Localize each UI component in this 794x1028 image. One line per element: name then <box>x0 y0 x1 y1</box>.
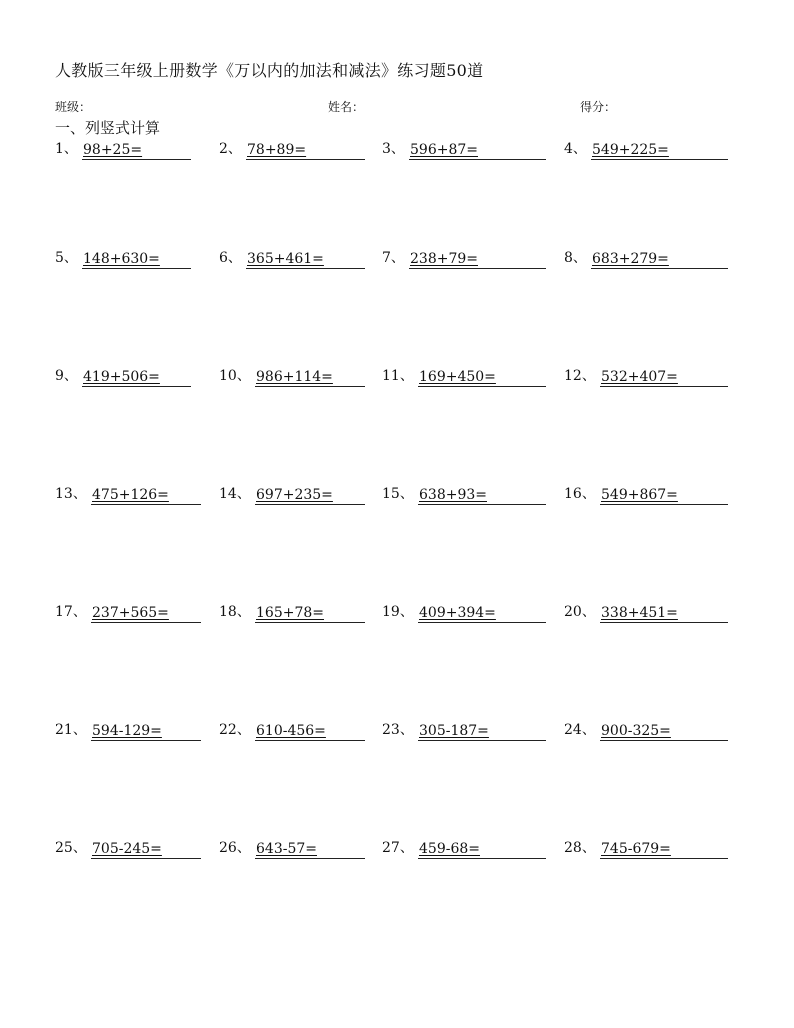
problem-expression: 683+279= <box>592 251 669 267</box>
problem-number: 14、 <box>219 486 251 502</box>
problem-expression: 338+451= <box>601 605 678 621</box>
problem-expression: 238+79= <box>410 251 478 267</box>
answer-line[interactable] <box>418 370 546 387</box>
problem-item <box>382 138 546 160</box>
problem-number: 2、 <box>219 141 242 157</box>
problem-number: 4、 <box>564 141 587 157</box>
problem-expression: 165+78= <box>256 605 324 621</box>
problem-expression: 986+114= <box>256 369 333 385</box>
problem-item <box>219 365 365 387</box>
answer-line[interactable] <box>600 724 728 741</box>
answer-line[interactable] <box>418 724 546 741</box>
problem-number: 18、 <box>219 604 251 620</box>
problem-item <box>564 719 728 741</box>
problem-expression: 419+506= <box>83 369 160 385</box>
problem-expression: 643-57= <box>256 841 317 857</box>
problem-number: 27、 <box>382 840 414 856</box>
problem-number: 9、 <box>55 368 78 384</box>
problem-expression: 596+87= <box>410 142 478 158</box>
problem-number: 17、 <box>55 604 87 620</box>
problem-number: 7、 <box>382 250 405 266</box>
problem-expression: 549+225= <box>592 142 669 158</box>
problem-item <box>564 138 728 160</box>
answer-line[interactable] <box>591 252 728 269</box>
answer-line[interactable] <box>91 488 201 505</box>
problem-expression: 305-187= <box>419 723 489 739</box>
problem-expression: 697+235= <box>256 487 333 503</box>
problem-expression: 745-679= <box>601 841 671 857</box>
problem-item <box>382 483 546 505</box>
problem-number: 13、 <box>55 486 87 502</box>
answer-line[interactable] <box>255 606 365 623</box>
problem-expression: 900-325= <box>601 723 671 739</box>
problem-number: 5、 <box>55 250 78 266</box>
problem-number: 23、 <box>382 722 414 738</box>
problem-number: 22、 <box>219 722 251 738</box>
problem-number: 25、 <box>55 840 87 856</box>
answer-line[interactable] <box>246 143 365 160</box>
answer-line[interactable] <box>91 724 201 741</box>
problem-number: 20、 <box>564 604 596 620</box>
problem-item <box>382 719 546 741</box>
problem-item <box>564 601 728 623</box>
problem-number: 21、 <box>55 722 87 738</box>
problem-number: 6、 <box>219 250 242 266</box>
answer-line[interactable] <box>82 370 191 387</box>
answer-line[interactable] <box>409 143 546 160</box>
problem-number: 16、 <box>564 486 596 502</box>
problem-item <box>219 601 365 623</box>
problem-expression: 549+867= <box>601 487 678 503</box>
problem-number: 12、 <box>564 368 596 384</box>
answer-line[interactable] <box>591 143 728 160</box>
answer-line[interactable] <box>418 842 546 859</box>
problem-item <box>564 247 728 269</box>
answer-line[interactable] <box>82 252 191 269</box>
problem-item <box>564 483 728 505</box>
problem-number: 19、 <box>382 604 414 620</box>
problem-number: 28、 <box>564 840 596 856</box>
problem-expression: 78+89= <box>247 142 307 158</box>
problem-expression: 594-129= <box>92 723 162 739</box>
problem-number: 10、 <box>219 368 251 384</box>
problem-item <box>564 837 728 859</box>
problem-number: 3、 <box>382 141 405 157</box>
answer-line[interactable] <box>418 488 546 505</box>
problem-number: 26、 <box>219 840 251 856</box>
answer-line[interactable] <box>255 488 365 505</box>
problem-expression: 98+25= <box>83 142 143 158</box>
problem-number: 15、 <box>382 486 414 502</box>
problem-item <box>219 138 365 160</box>
problem-expression: 532+407= <box>601 369 678 385</box>
class-label: 班级： <box>55 100 92 114</box>
answer-line[interactable] <box>409 252 546 269</box>
problem-expression: 148+630= <box>83 251 160 267</box>
problem-item <box>564 365 728 387</box>
problem-item <box>219 719 365 741</box>
answer-line[interactable] <box>82 143 191 160</box>
problem-expression: 365+461= <box>247 251 324 267</box>
problem-expression: 475+126= <box>92 487 169 503</box>
problem-item <box>219 247 365 269</box>
answer-line[interactable] <box>600 488 728 505</box>
answer-line[interactable] <box>255 842 365 859</box>
problem-number: 11、 <box>382 368 414 384</box>
problem-item <box>55 601 201 623</box>
answer-line[interactable] <box>246 252 365 269</box>
section-title: 一、列竖式计算 <box>55 119 161 137</box>
answer-line[interactable] <box>600 842 728 859</box>
answer-line[interactable] <box>91 606 201 623</box>
problem-expression: 705-245= <box>92 841 162 857</box>
answer-line[interactable] <box>255 370 365 387</box>
problem-expression: 638+93= <box>419 487 487 503</box>
problem-item <box>55 719 201 741</box>
name-label: 姓名： <box>328 100 365 114</box>
problem-number: 8、 <box>564 250 587 266</box>
problem-item <box>382 365 546 387</box>
problem-item <box>55 483 201 505</box>
problem-item <box>382 837 546 859</box>
worksheet-title: 人教版三年级上册数学《万以内的加法和减法》练习题50道 <box>55 61 484 80</box>
problem-item <box>382 247 546 269</box>
answer-line[interactable] <box>91 842 201 859</box>
answer-line[interactable] <box>600 370 728 387</box>
problem-expression: 237+565= <box>92 605 169 621</box>
answer-line[interactable] <box>418 606 546 623</box>
problem-item <box>219 483 365 505</box>
problem-item <box>55 365 191 387</box>
problem-expression: 409+394= <box>419 605 496 621</box>
answer-line[interactable] <box>255 724 365 741</box>
problem-item <box>55 138 191 160</box>
score-label: 得分： <box>580 100 617 114</box>
problem-item <box>219 837 365 859</box>
problem-expression: 169+450= <box>419 369 496 385</box>
problem-item <box>55 837 201 859</box>
problem-expression: 459-68= <box>419 841 480 857</box>
problem-item <box>382 601 546 623</box>
problem-number: 1、 <box>55 141 78 157</box>
problem-item <box>55 247 191 269</box>
answer-line[interactable] <box>600 606 728 623</box>
problem-expression: 610-456= <box>256 723 326 739</box>
problem-number: 24、 <box>564 722 596 738</box>
